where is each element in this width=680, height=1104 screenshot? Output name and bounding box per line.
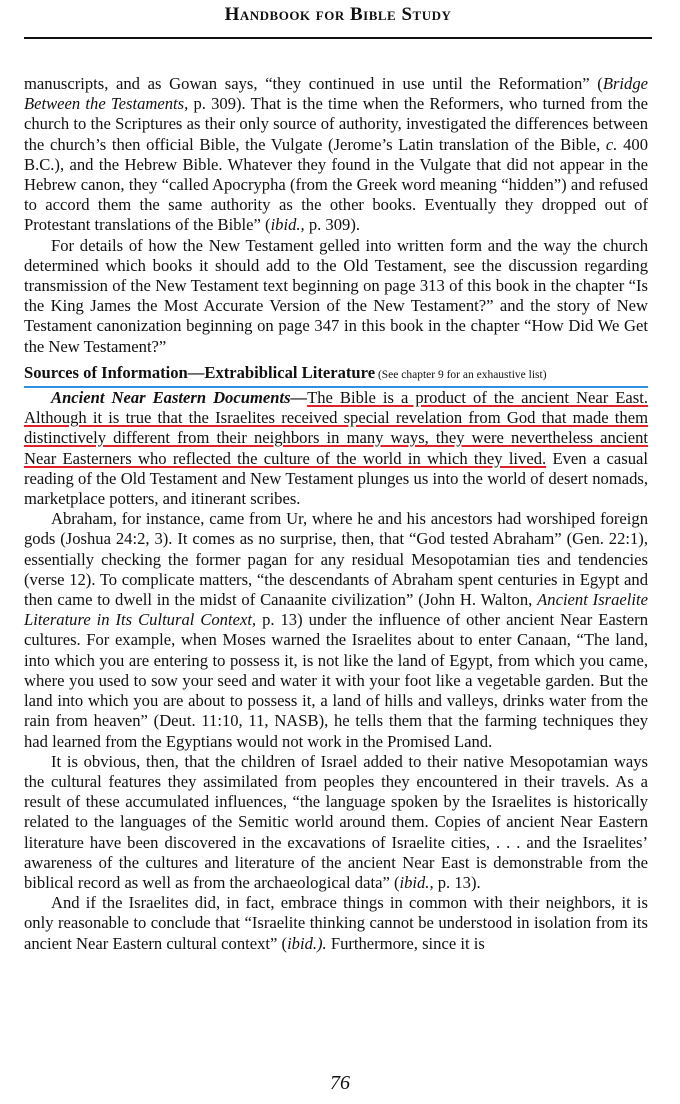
p3-text: Even a casual reading of the Old Testament and New Testament plunges us into the world of desert nomads, marketplace potters, and itinerant scribes.	[24, 448, 648, 509]
p6-ibid: ibid.).	[287, 933, 327, 953]
p1-text-2: p. 309). That is the time when the Reformers, who turned from the church to the Scriptures as their only source of authority, investigated the differences between the church’s then official Bible, the Vulgate (Jerome’s Latin translation of the Bible,	[24, 94, 649, 154]
p1-circa: c.	[605, 134, 618, 154]
paragraph-6	[24, 893, 648, 954]
p6-text-2: Furthermore, since it is	[326, 933, 485, 953]
p1-text: manuscripts, and as Gowan says, “they continued in use until the Reformation” (	[24, 74, 603, 93]
paragraph-3	[24, 388, 648, 509]
paragraph-2: For details of how the New Testament gelled into written form and the way the church determined which books it should add to the Old Testament, see the discussion regarding transmission of the New Testament text beginning on page 313 of this book in the chapter “Is the King James the Most Accurate Version of the New Testament?” and the story of New Testament canonization beginning on page 347 in this book in the chapter “How Did We Get the New Testament?”	[24, 235, 648, 356]
p1-ibid: ibid.,	[270, 215, 305, 235]
section-heading-note: (See chapter 9 for an exhaustive list)	[375, 368, 547, 381]
page-number: 76	[330, 1072, 350, 1094]
p5-ibid: ibid.,	[399, 872, 434, 892]
p1-text-4: p. 309).	[304, 215, 360, 235]
p4-citation-title: Ancient Israelite Literature in Its Cultural Context,	[24, 590, 648, 630]
p5-text-2: p. 13).	[433, 872, 481, 892]
p5-text: It is obvious, then, that the children of Israel added to their native Mesopotamian ways the cultural features they assimilated from peoples they encountered in their travels. As a result of these accumulated influences, “the language spoken by the Israelites is historically related to the languages of the Semitic world around them. Copies of ancient Near Eastern literature have been discovered in the excavations of Israelite cities, . . . and the Israelites’ awareness of the cultures and literature of the ancient Near East is demonstrable from the biblical record as well as from the archaeological data” (	[24, 751, 648, 892]
subheading-ancient-near-eastern-documents: Ancient Near Eastern Documents—	[51, 388, 308, 408]
p4-text-2: p. 13) under the influence of other ancient Near Eastern cultures. For example, when Moses warned the Israelites about to enter Canaan, “The land, into which you are entering to possess it, is not like the land of Egypt, from which you came, where you used to sow your seed and water it with your foot like a vegetable garden. But the land into which you are about to possess it, a land of hills and valleys, drinks water from the rain from heaven” (Deut. 11:10, 11, NASB), he tells them that the farming techniques they had learned from the Egyptians would not work in the Promised Land.	[24, 610, 648, 751]
running-header: Handbook for Bible Study	[224, 4, 452, 25]
body-text	[24, 74, 648, 954]
header-rule	[24, 37, 652, 39]
p6-text: And if the Israelites did, in fact, embrace things in common with their neighbors, it is only reasonable to conclude that “Israelite thinking cannot be understood in isolation from its ancient Near Eastern cultural context” (	[24, 893, 648, 953]
heading-underline	[24, 386, 648, 388]
p1-citation-title: Bridge Between the Testaments,	[24, 74, 648, 114]
paragraph-4	[24, 509, 648, 751]
paragraph-1	[24, 74, 648, 236]
section-heading	[24, 363, 648, 388]
p1-text-3: 400 B.C.), and the Hebrew Bible. Whatever they found in the Vulgate that did not appear in the Hebrew canon, they “called Apocrypha (from the Greek word meaning “hidden”) and refused to accord them the same authority as the other books. Eventually they dropped out of Protestant translations of the Bible” (	[24, 134, 648, 235]
highlighted-passage: The Bible is a product of the ancient Near East. Although it is true that the Israelites received special revelation from God that made them distinctively different from their neighbors in many ways, they were nevertheless ancient Near Easterners who reflected the culture of the world in which they lived.	[24, 388, 649, 468]
section-heading-text: Sources of Information—Extrabiblical Literature	[24, 362, 376, 382]
paragraph-5	[24, 752, 648, 893]
p4-text: Abraham, for instance, came from Ur, where he and his ancestors had worshiped foreign gods (Joshua 24:2, 3). It comes as no surprise, then, that “God tested Abraham” (Gen. 22:1), essentially checking the former pagan for any residual Mesopotamian ties and tendencies (verse 12). To complicate matters, “the descendants of Abraham spent centuries in Egypt and then came to dwell in the midst of Canaanite civilization” (John H. Walton,	[24, 509, 648, 610]
